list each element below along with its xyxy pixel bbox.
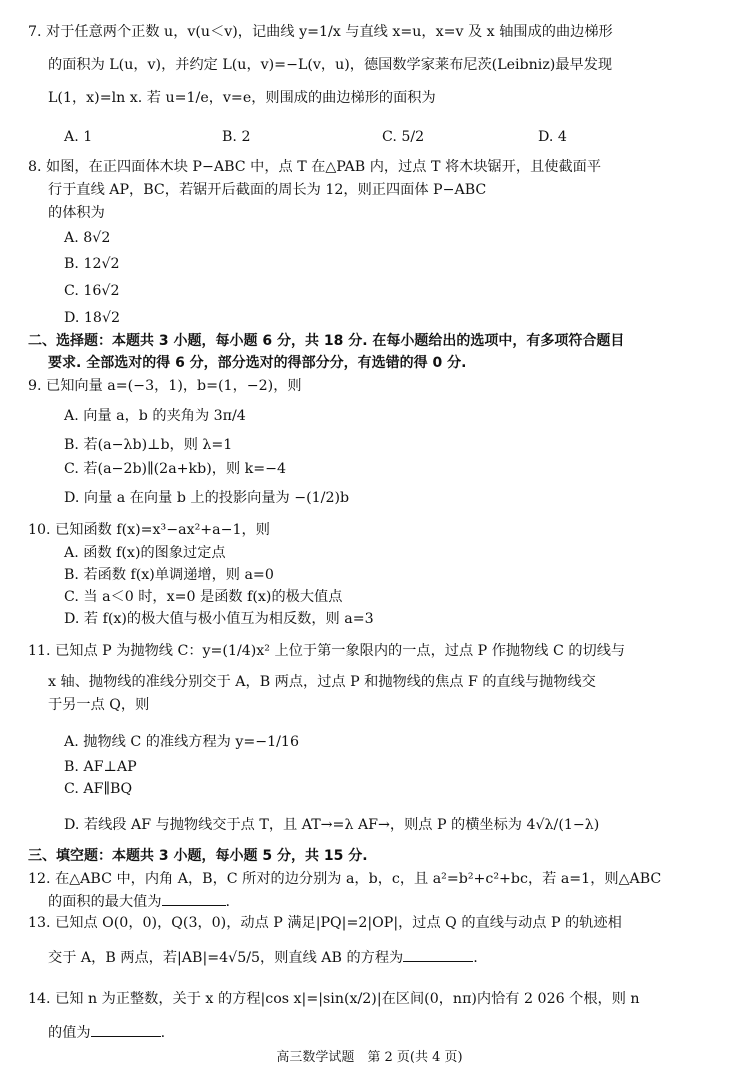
q7-option-a: A. 1: [64, 129, 93, 145]
q10-option-b: B. 若函数 f(x)单调递增，则 a=0: [64, 567, 274, 583]
q14-stem-end: 的值为: [48, 1025, 91, 1041]
q12-line1: 12. 在△ABC 中，内角 A，B，C 所对的边分别为 a，b，c，且 a²=b²+c²+bc，若 a=1，则△ABC: [28, 871, 662, 887]
q9-option-b: B. 若(a−λb)⊥b，则 λ=1: [64, 437, 233, 453]
q9-option-a: A. 向量 a，b 的夹角为 3π/4: [64, 408, 246, 424]
q12-line2: [48, 892, 230, 912]
page-footer: 高三数学试题 第 2 页(共 4 页): [276, 1050, 463, 1065]
q7-line3: L(1，x)=ln x. 若 u=1/e，v=e，则围成的曲边梯形的面积为: [48, 90, 436, 106]
q14-period: .: [160, 1025, 166, 1041]
q10-stem: 10. 已知函数 f(x)=x³−ax²+a−1，则: [28, 522, 270, 538]
q10-option-d: D. 若 f(x)的极大值与极小值互为相反数，则 a=3: [64, 611, 374, 627]
q7-option-c: C. 5/2: [382, 129, 425, 145]
q11-option-c: C. AF∥BQ: [64, 781, 133, 797]
q11-option-d: D. 若线段 AF 与抛物线交于点 T，且 AT→=λ AF→，则点 P 的横坐标为 4√λ/(1−λ): [64, 817, 600, 833]
q11-option-a: A. 抛物线 C 的准线方程为 y=−1/16: [64, 734, 299, 750]
q14-answer-blank[interactable]: [91, 1036, 161, 1037]
q8-option-b: B. 12√2: [64, 256, 120, 272]
q9-stem: 9. 已知向量 a=(−3，1)，b=(1，−2)，则: [28, 378, 302, 394]
q13-line1: 13. 已知点 O(0，0)，Q(3，0)，动点 P 满足|PQ|=2|OP|，过点 Q 的直线与动点 P 的轨迹相: [28, 915, 622, 931]
q12-period: .: [225, 894, 231, 910]
q14-line1: 14. 已知 n 为正整数，关于 x 的方程|cos x|=|sin(x/2)|在区间(0，nπ)内恰有 2 026 个根，则 n: [28, 991, 640, 1007]
q7-line1: 7. 对于任意两个正数 u，v(u＜v)，记曲线 y=1/x 与直线 x=u，x=v 及 x 轴围成的曲边梯形: [28, 24, 613, 40]
section-2-heading: 二、选择题：本题共 3 小题，每小题 6 分，共 18 分. 在每小题给出的选项中，有多项符合题目: [28, 333, 625, 349]
q11-line3: 于另一点 Q，则: [48, 697, 150, 713]
q7-option-b: B. 2: [222, 129, 251, 145]
q8-line1: 8. 如图，在正四面体木块 P−ABC 中，点 T 在△PAB 内，过点 T 将木块锯开，且使截面平: [28, 159, 602, 175]
q13-stem-end: 交于 A，B 两点，若|AB|=4√5/5，则直线 AB 的方程为: [48, 950, 404, 966]
q8-line2: 行于直线 AP，BC，若锯开后截面的周长为 12，则正四面体 P−ABC: [48, 182, 487, 198]
q12-stem-end: 的面积的最大值为: [48, 894, 162, 910]
q13-answer-blank[interactable]: [403, 961, 473, 962]
q8-option-a: A. 8√2: [64, 230, 111, 246]
q13-line2: [48, 948, 478, 968]
q8-line3: 的体积为: [48, 205, 105, 221]
q9-option-c: C. 若(a−2b)∥(2a+kb)，则 k=−4: [64, 461, 287, 477]
q8-option-d: D. 18√2: [64, 310, 121, 326]
q8-option-c: C. 16√2: [64, 283, 120, 299]
q10-option-a: A. 函数 f(x)的图象过定点: [64, 545, 226, 561]
q12-answer-blank[interactable]: [162, 905, 226, 906]
q9-option-d: D. 向量 a 在向量 b 上的投影向量为 −(1/2)b: [64, 490, 350, 506]
q14-line2: [48, 1023, 165, 1043]
q10-option-c: C. 当 a＜0 时，x=0 是函数 f(x)的极大值点: [64, 589, 343, 605]
q13-period: .: [473, 950, 478, 966]
q11-line1: 11. 已知点 P 为抛物线 C：y=(1/4)x² 上位于第一象限内的一点，过点 P 作抛物线 C 的切线与: [28, 643, 626, 659]
q11-line2: x 轴、抛物线的准线分别交于 A，B 两点，过点 P 和抛物线的焦点 F 的直线与抛物线交: [48, 674, 596, 690]
section-2-instructions: 要求. 全部选对的得 6 分，部分选对的得部分分，有选错的得 0 分.: [48, 355, 467, 371]
q11-option-b: B. AF⊥AP: [64, 759, 137, 775]
q7-option-d: D. 4: [538, 129, 567, 145]
section-3-heading: 三、填空题：本题共 3 小题，每小题 5 分，共 15 分.: [28, 848, 368, 864]
q7-line2: 的面积为 L(u，v)，并约定 L(u，v)=−L(v，u)，德国数学家莱布尼茨(Leibniz)最早发现: [48, 57, 613, 73]
